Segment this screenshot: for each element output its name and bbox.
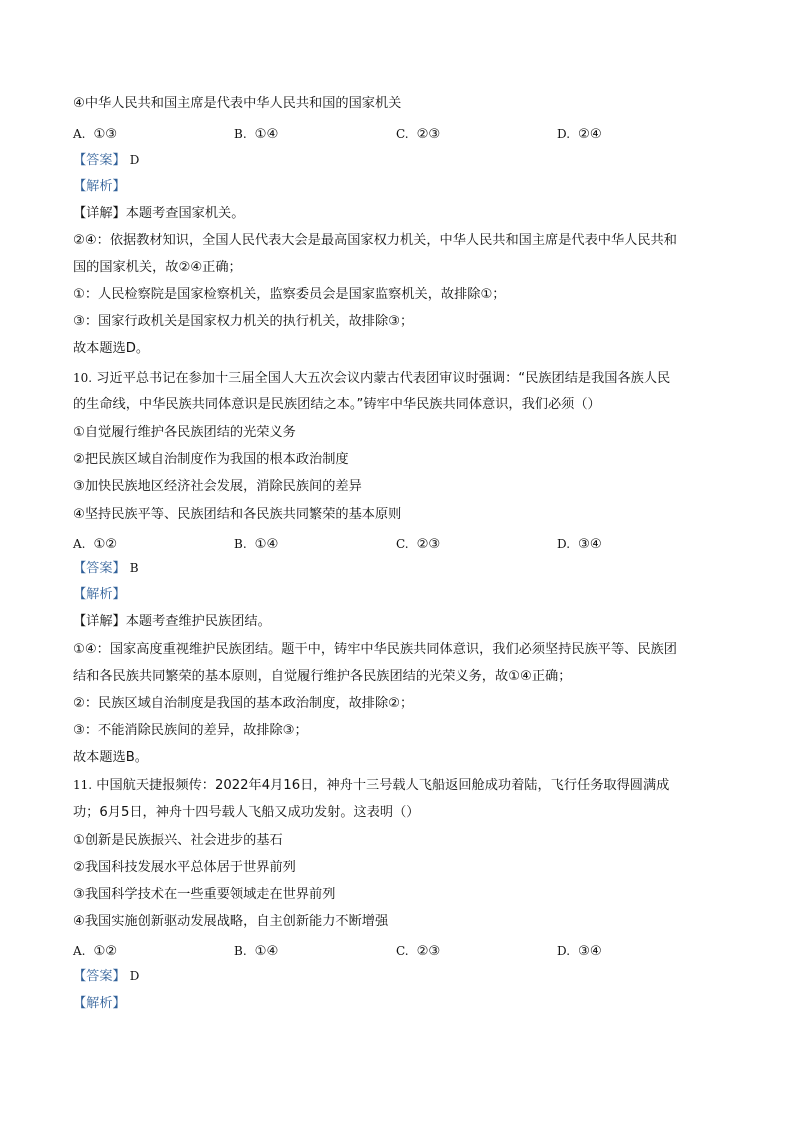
q10-options (73, 535, 723, 553)
q9-analysis-tag: 【解析】 (73, 179, 126, 194)
q10-explanation-3: ③：不能消除民族间的差异，故排除③； (73, 723, 308, 738)
q10-option-d: D. ③④ (557, 537, 602, 552)
q10-answer (73, 559, 139, 578)
q9-conclusion: 故本题选D。 (73, 341, 150, 356)
q10-option-b: B. ①④ (234, 537, 279, 552)
q11-stem-2: 功；6月5日，神舟十四号载人飞船又成功发射。这表明（） (73, 805, 420, 820)
q9-detail: 【详解】本题考查国家机关。 (73, 206, 245, 221)
q11-statement-3: ③我国科学技术在一些重要领域走在世界前列 (73, 887, 336, 902)
q9-option-a: A. ①③ (73, 127, 118, 142)
q10-explanation-1b: 结和各民族共同繁荣的基本原则，自觉履行维护各民族团结的光荣义务，故①④正确； (73, 669, 572, 684)
q9-explanation-1a: ②④：依据教材知识，全国人民代表大会是最高国家权力机关，中华人民共和国主席是代表中华人民共和 (73, 233, 677, 248)
answer-value: D (129, 969, 140, 983)
q10-option-a: A. ①② (73, 537, 118, 552)
answer-tag: 【答案】 (73, 153, 126, 168)
q9-explanation-2: ①：人民检察院是国家检察机关，监察委员会是国家监察机关，故排除①； (73, 287, 506, 302)
q10-detail: 【详解】本题考查维护民族团结。 (73, 614, 271, 629)
q9-option-d: D. ②④ (557, 127, 602, 142)
q9-explanation-1b: 国的国家机关，故②④正确； (73, 260, 242, 275)
q10-analysis-tag: 【解析】 (73, 587, 126, 602)
q9-answer (73, 151, 139, 170)
q10-statement-1: ①自觉履行维护各民族团结的光荣义务 (73, 425, 296, 440)
q9-explanation-3: ③：国家行政机关是国家权力机关的执行机关，故排除③； (73, 314, 414, 329)
q10-explanation-2: ②：民族区域自治制度是我国的基本政治制度，故排除②； (73, 696, 414, 711)
q9-option-b: B. ①④ (234, 127, 279, 142)
q11-option-b: B. ①④ (234, 944, 279, 959)
q11-number: 11. (73, 778, 93, 792)
q11-option-d: D. ③④ (557, 944, 602, 959)
q11-stem-1: 11. 中国航天捷报频传：2022年4月16日，神舟十三号载人飞船返回舱成功着陆，飞行任务取得圆满成 (73, 778, 670, 793)
q11-analysis-tag: 【解析】 (73, 996, 126, 1011)
q10-statement-2: ②把民族区域自治制度作为我国的根本政治制度 (73, 452, 349, 467)
answer-value: B (129, 561, 139, 575)
q11-answer (73, 967, 139, 986)
q11-option-c: C. ②③ (396, 944, 441, 959)
answer-value: D (129, 153, 140, 167)
q10-statement-4: ④坚持民族平等、民族团结和各民族共同繁荣的基本原则 (73, 507, 402, 522)
q10-stem-1: 10. 习近平总书记在参加十三届全国人大五次会议内蒙古代表团审议时强调：“民族团结是我国各族人民 (73, 371, 671, 386)
answer-tag: 【答案】 (73, 561, 126, 576)
q11-options (73, 942, 723, 960)
q9-option-c: C. ②③ (396, 127, 441, 142)
q9-statement-4: ④中华人民共和国主席是代表中华人民共和国的国家机关 (73, 96, 402, 111)
q9-options (73, 125, 723, 143)
q10-number: 10. (73, 371, 93, 385)
q11-statement-1: ①创新是民族振兴、社会进步的基石 (73, 833, 283, 848)
q10-option-c: C. ②③ (396, 537, 441, 552)
q10-stem-2: 的生命线，中华民族共同体意识是民族团结之本。”铸牢中华民族共同体意识，我们必须（） (73, 397, 601, 412)
answer-tag: 【答案】 (73, 969, 126, 984)
q11-option-a: A. ①② (73, 944, 118, 959)
q10-statement-3: ③加快民族地区经济社会发展，消除民族间的差异 (73, 479, 362, 494)
q10-conclusion: 故本题选B。 (73, 750, 148, 765)
q10-explanation-1a: ①④：国家高度重视维护民族团结。题干中，铸牢中华民族共同体意识，我们必须坚持民族平等、民族团 (73, 642, 677, 657)
q11-statement-4: ④我国实施创新驱动发展战略，自主创新能力不断增强 (73, 914, 389, 929)
q11-statement-2: ②我国科技发展水平总体居于世界前列 (73, 860, 296, 875)
